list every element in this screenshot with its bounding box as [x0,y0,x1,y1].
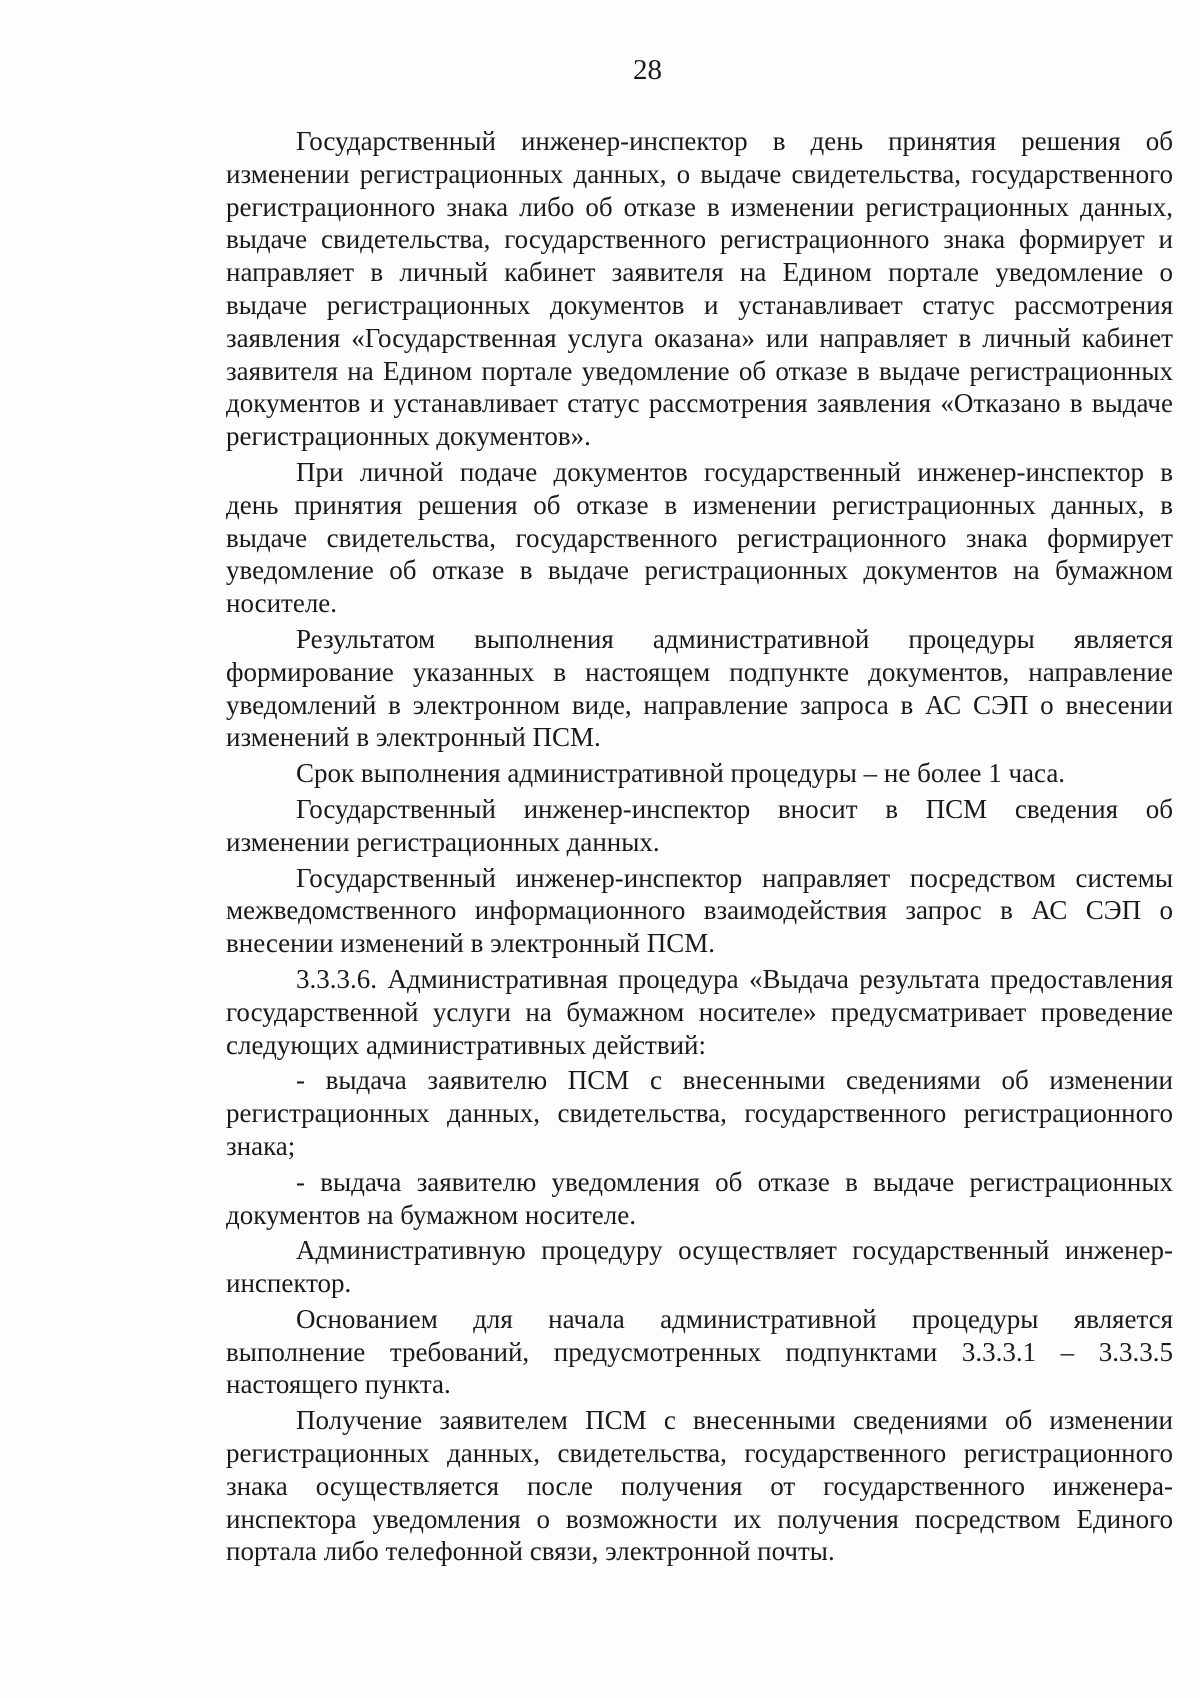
paragraph-procedure-executor: Административную процедуру осуществляет государственный инженер-инспектор. [226,1235,1173,1299]
paragraph-procedure-deadline: Срок выполнения административной процедуры – не более 1 часа. [296,758,1066,789]
paragraph-psm-update: Государственный инженер-инспектор вносит в ПСМ сведения об изменении регистрационных данных. [226,793,1173,857]
paragraph-procedure-basis: Основанием для начала административной процедуры является выполнение требований, предусмотренных подпунктами 3.3.3.1 – 3.3.3.5 настоящего пункта. [226,1303,1173,1400]
page-number: 28 [633,54,662,86]
list-item-issue-psm: - выдача заявителю ПСМ с внесенными сведениями об изменении регистрационных данных, свидетельства, государственного регистрационного знака; [226,1065,1173,1161]
paragraph-procedure-result: Результатом выполнения административной процедуры является формирование указанных в настоящем подпункте документов, направление уведомлений в электронном виде, направление запроса в АС СЭП о внесении изменений в электронный ПСМ. [226,623,1173,753]
paragraph-interagency-request: Государственный инженер-инспектор направляет посредством системы межведомственного информационного взаимодействия запрос в АС СЭП о внесении изменений в электронный ПСМ. [226,862,1173,959]
list-item-issue-refusal: - выдача заявителю уведомления об отказе в выдаче регистрационных документов на бумажном носителе. [226,1166,1173,1230]
paragraph-receipt-of-documents: Получение заявителем ПСМ с внесенными сведениями об изменении регистрационных данных, свидетельства, государственного регистрационного знака осуществляется после получения от государственного инженера-инспектора уведомления о возможности их получения посредством Единого портала либо телефонной связи, электронной почты. [226,1405,1173,1567]
paragraph-notification-statuses: Государственный инженер-инспектор в день принятия решения об изменении регистрационных данных, о выдаче свидетельства, государственного регистрационного знака либо об отказе в изменении регистрационных данных, выдаче свидетельства, государственного регистрационного знака формирует и направляет в личный кабинет заявителя на Едином портале уведомление о выдаче регистрационных документов и устанавливает статус рассмотрения заявления «Государственная услуга оказана» или направляет в личный кабинет заявителя на Едином портале уведомление об отказе в выдаче регистрационных документов и устанавливает статус рассмотрения заявления «Отказано в выдаче регистрационных документов». [226,126,1173,452]
document-body [226,125,1173,1571]
paragraph-section-3-3-3-6: 3.3.3.6. Административная процедура «Выдача результата предоставления государственной услуги на бумажном носителе» предусматривает проведение следующих административных действий: [226,963,1173,1060]
paragraph-personal-submission: При личной подаче документов государственный инженер-инспектор в день принятия решения об отказе в изменении регистрационных данных, в выдаче свидетельства, государственного регистрационного знака формирует уведомление об отказе в выдаче регистрационных документов на бумажном носителе. [226,456,1173,619]
